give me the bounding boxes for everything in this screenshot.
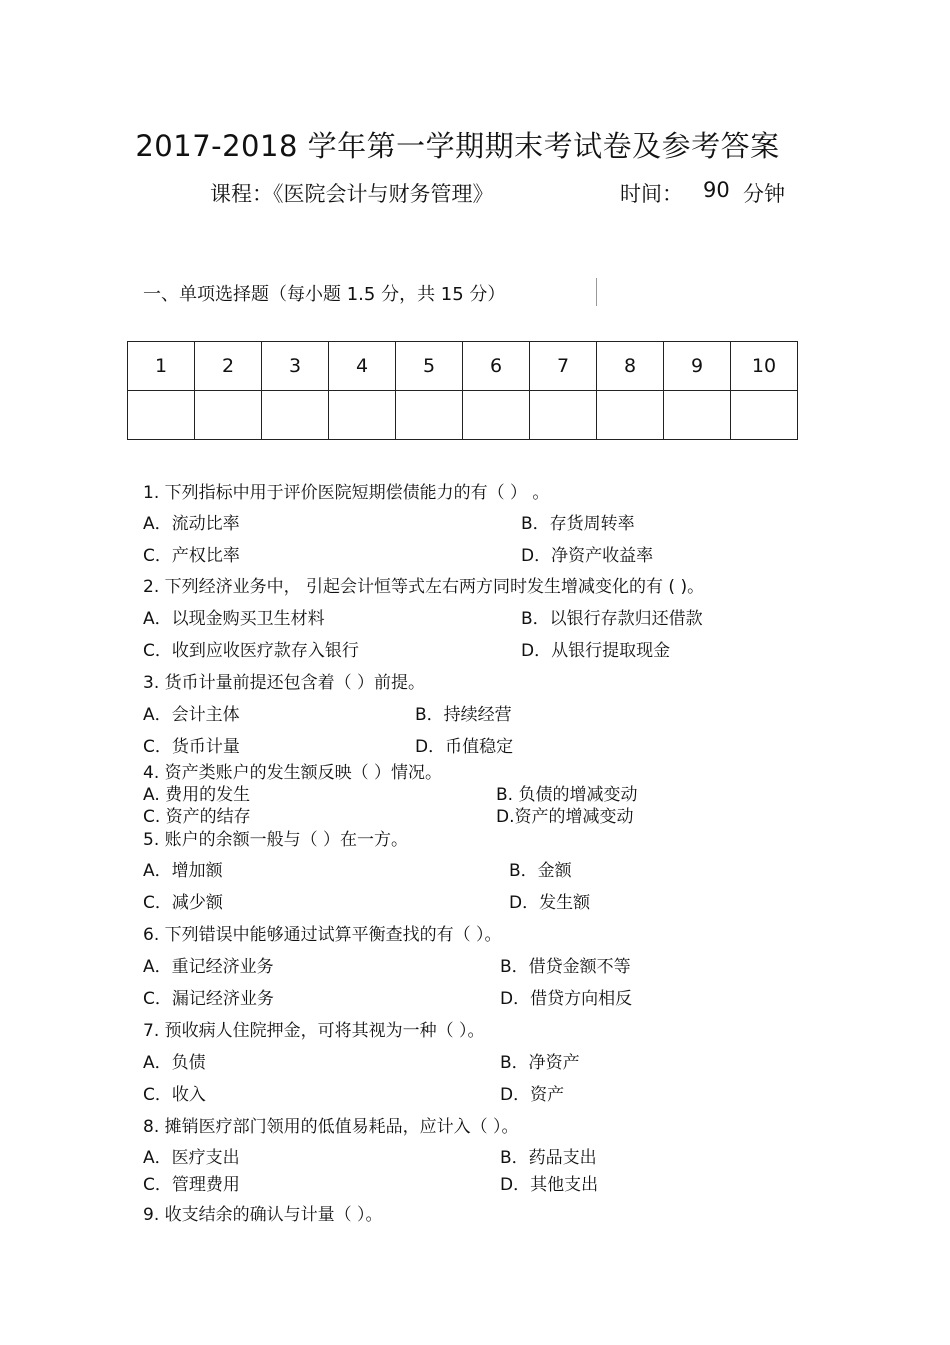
answer-number: 6 — [463, 342, 530, 391]
question-1-stem: 1. 下列指标中用于评价医院短期偿债能力的有（ ） 。 — [143, 483, 550, 503]
answer-number: 3 — [262, 342, 329, 391]
answer-number: 7 — [530, 342, 597, 391]
question-6-option-a: A．重记经济业务 — [143, 957, 274, 977]
question-6-option-b: B．借贷金额不等 — [500, 957, 631, 977]
question-5-option-a: A．增加额 — [143, 861, 223, 881]
answer-cell[interactable] — [329, 391, 396, 440]
question-8-option-b: B．药品支出 — [500, 1148, 597, 1168]
question-4-option-a: A. 费用的发生 — [143, 785, 251, 805]
time-unit: 分钟 — [743, 182, 785, 206]
answer-number: 9 — [664, 342, 731, 391]
answer-table — [127, 341, 798, 440]
answer-table-blank-row — [128, 391, 798, 440]
question-8-stem: 8. 摊销医疗部门领用的低值易耗品，应计入（ ）。 — [143, 1117, 519, 1137]
answer-cell[interactable] — [664, 391, 731, 440]
answer-cell[interactable] — [195, 391, 262, 440]
course-label: 课程：《医院会计与财务管理》 — [210, 182, 494, 206]
question-3-option-d: D．币值稳定 — [415, 737, 514, 757]
question-5-option-d: D．发生额 — [509, 893, 591, 913]
answer-cell[interactable] — [396, 391, 463, 440]
answer-cell[interactable] — [262, 391, 329, 440]
question-8-option-c: C．管理费用 — [143, 1175, 240, 1195]
question-5-option-c: C．减少额 — [143, 893, 223, 913]
question-4-option-d: D.资产的增减变动 — [496, 807, 634, 827]
answer-cell[interactable] — [530, 391, 597, 440]
answer-number: 4 — [329, 342, 396, 391]
question-6-stem: 6. 下列错误中能够通过试算平衡查找的有（ ）。 — [143, 925, 502, 945]
answer-cell[interactable] — [731, 391, 798, 440]
question-2-stem: 2. 下列经济业务中， 引起会计恒等式左右两方同时发生增减变化的有 ( )。 — [143, 577, 705, 597]
answer-cell[interactable] — [597, 391, 664, 440]
question-5-option-b: B．金额 — [509, 861, 572, 881]
question-2-option-b: B．以银行存款归还借款 — [521, 609, 703, 629]
question-4-stem: 4. 资产类账户的发生额反映（ ）情况。 — [143, 763, 443, 783]
question-7-stem: 7. 预收病人住院押金，可将其视为一种（ ）。 — [143, 1021, 485, 1041]
question-6-option-c: C．漏记经济业务 — [143, 989, 274, 1009]
answer-number: 8 — [597, 342, 664, 391]
question-2-option-d: D．从银行提取现金 — [521, 641, 671, 661]
question-1-option-b: B．存货周转率 — [521, 514, 635, 534]
question-8-option-d: D．其他支出 — [500, 1175, 599, 1195]
question-8-option-a: A．医疗支出 — [143, 1148, 240, 1168]
answer-number: 2 — [195, 342, 262, 391]
question-7-option-d: D．资产 — [500, 1085, 565, 1105]
question-6-option-d: D．借贷方向相反 — [500, 989, 633, 1009]
answer-cell[interactable] — [128, 391, 195, 440]
question-7-option-b: B．净资产 — [500, 1053, 580, 1073]
answer-number: 10 — [731, 342, 798, 391]
time-value: 90 — [703, 178, 730, 202]
section-title: 一、单项选择题（每小题 1.5 分，共 15 分） — [143, 284, 506, 305]
question-2-option-a: A．以现金购买卫生材料 — [143, 609, 325, 629]
question-3-option-b: B．持续经营 — [415, 705, 512, 725]
answer-cell[interactable] — [463, 391, 530, 440]
answer-number: 1 — [128, 342, 195, 391]
answer-table-header-row — [128, 342, 798, 391]
question-7-option-a: A．负债 — [143, 1053, 206, 1073]
section-divider — [596, 278, 597, 306]
time-label: 时间： — [620, 182, 683, 206]
question-9-stem: 9. 收支结余的确认与计量（ ）。 — [143, 1205, 383, 1225]
question-7-option-c: C．收入 — [143, 1085, 206, 1105]
page-title: 2017-2018 学年第一学期期末考试卷及参考答案 — [135, 129, 780, 163]
question-1-option-d: D．净资产收益率 — [521, 546, 654, 566]
question-4-option-c: C. 资产的结存 — [143, 807, 251, 827]
question-4-option-b: B. 负债的增减变动 — [496, 785, 638, 805]
question-3-option-c: C．货币计量 — [143, 737, 240, 757]
answer-number: 5 — [396, 342, 463, 391]
question-5-stem: 5. 账户的余额一般与（ ）在一方。 — [143, 830, 409, 850]
question-1-option-a: A．流动比率 — [143, 514, 240, 534]
question-3-stem: 3. 货币计量前提还包含着（ ）前提。 — [143, 673, 426, 693]
question-1-option-c: C．产权比率 — [143, 546, 240, 566]
question-2-option-c: C．收到应收医疗款存入银行 — [143, 641, 359, 661]
question-3-option-a: A．会计主体 — [143, 705, 240, 725]
